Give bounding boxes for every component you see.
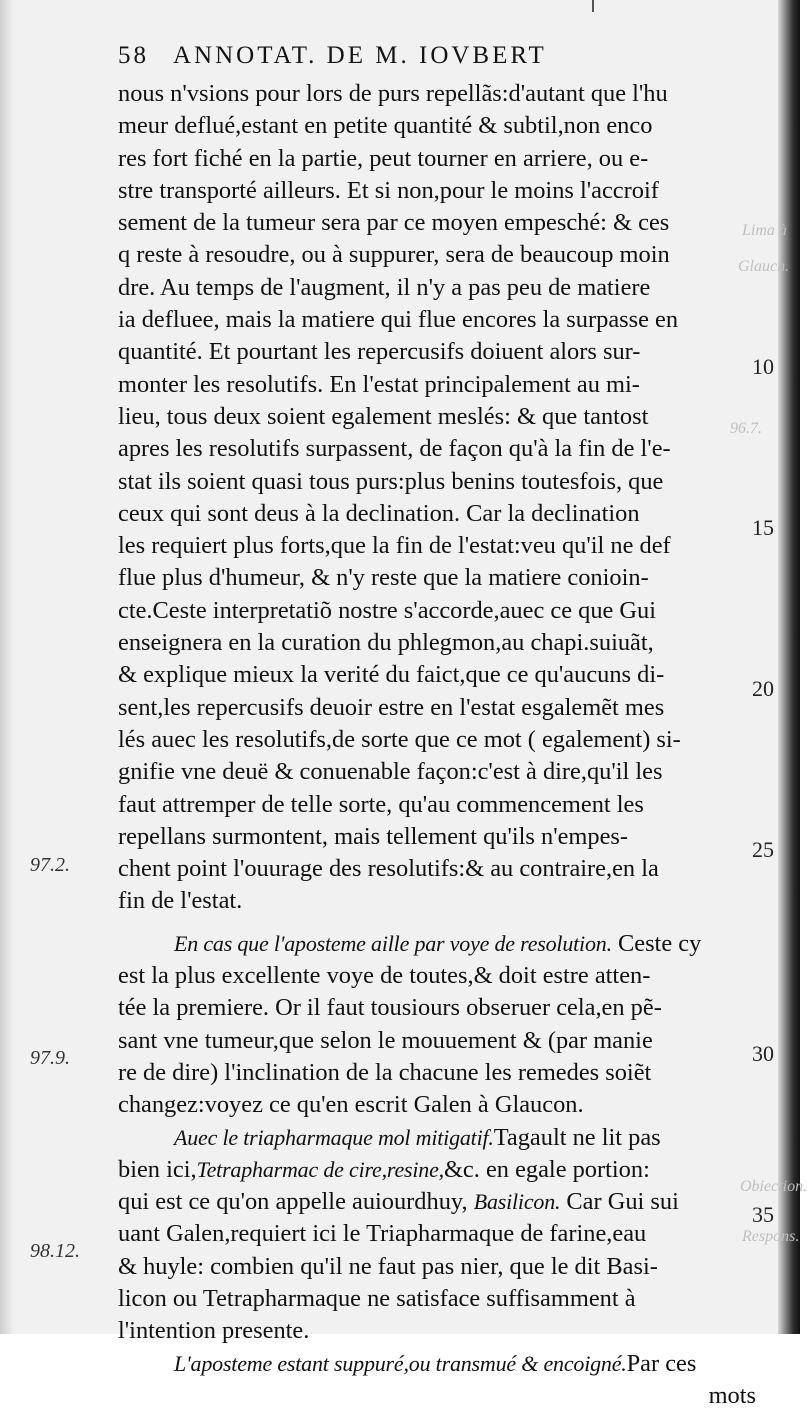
- running-title: ANNOTAT. DE M. IOVBERT: [173, 42, 547, 69]
- show-through-text: Lima à: [742, 222, 787, 239]
- italic-term: Basilicon.: [473, 1189, 561, 1215]
- line-number: 15: [752, 515, 774, 540]
- running-header: [118, 42, 638, 76]
- text-line: [118, 1186, 768, 1218]
- text-line: stre transporté ailleurs. Et si non,pour le moins l'accroif: [118, 176, 659, 204]
- text-line: sant vne tumeur,que selon le mouuement & (par manie: [118, 1026, 653, 1054]
- text-line: licon ou Tetrapharmaque ne satisface suffisamment à: [118, 1284, 636, 1312]
- margin-reference: 98.12.: [30, 1240, 80, 1262]
- text-line: repellans surmontent, mais tellement qu'ils n'empes-: [118, 822, 629, 850]
- show-through-text: 96.7.: [730, 420, 762, 437]
- text-run: Par ces: [626, 1349, 697, 1377]
- text-line: lés auec les resolutifs,de sorte que ce mot ( egalement) si-: [118, 725, 681, 753]
- italic-citation: Tetrapharmac de cire,resine,: [196, 1156, 444, 1182]
- text-line: ia defluee, mais la matiere qui flue encores la surpasse en: [118, 306, 679, 334]
- lemma-line: [118, 1122, 768, 1154]
- paragraph-gap: [118, 918, 768, 928]
- line-number: 30: [752, 1041, 774, 1066]
- text-line: ceux qui sont deus à la declination. Car la declination: [118, 499, 640, 527]
- text-line: quantité. Et pourtant les repercusifs doiuent alors sur-: [118, 338, 641, 366]
- text-line: nous n'vsions pour lors de purs repellãs:d'autant que l'hu: [118, 80, 668, 107]
- line-number: 20: [752, 676, 774, 701]
- text-line: faut attremper de telle sorte, qu'au commencement les: [118, 790, 644, 818]
- margin-reference: 97.9.: [30, 1047, 70, 1069]
- show-through-text: Obiection.: [740, 1178, 807, 1195]
- text-line: uant Galen,requiert ici le Triapharmaque de farine,eau: [118, 1220, 647, 1248]
- show-through-text: Glauch.: [738, 258, 790, 275]
- catchword: mots: [708, 1381, 756, 1409]
- line-number: 35: [752, 1202, 774, 1227]
- text-run: bien ici,: [118, 1155, 197, 1183]
- text-line: lieu, tous deux soient egalement meslés: & que tantost: [118, 402, 649, 430]
- lemma-line: [118, 1348, 768, 1380]
- text-run: Car Gui sui: [560, 1188, 679, 1216]
- text-line: enseignera en la curation du phlegmon,au chapi.suiuãt,: [118, 629, 654, 657]
- text-line: monter les resolutifs. En l'estat principalement au mi-: [118, 370, 640, 398]
- lemma-text: En cas que l'aposteme aille par voye de resolution.: [174, 930, 612, 956]
- text-line: sent,les repercusifs deuoir estre en l'estat esgalemẽt mes: [118, 693, 665, 721]
- text-line: est la plus excellente voye de toutes,& doit estre atten-: [118, 962, 651, 990]
- text-line: fin de l'estat.: [118, 887, 243, 915]
- text-line: [118, 1154, 768, 1186]
- text-line: re de dire) l'inclination de la chacune les remedes soiẽt: [118, 1058, 652, 1086]
- lemma-line: [118, 928, 768, 960]
- text-line: les requiert plus forts,que la fin de l'estat:veu qu'il ne def: [118, 532, 671, 560]
- text-line: dre. Au temps de l'augment, il n'y a pas peu de matiere: [118, 273, 651, 301]
- text-line: flue plus d'humeur, & n'y reste que la matiere conioin-: [118, 564, 649, 592]
- margin-reference: 97.2.: [30, 854, 70, 876]
- page-edge-shadow: [0, 0, 14, 1334]
- book-gutter: [778, 0, 800, 1334]
- text-line: apres les resolutifs surpassent, de façon qu'à la fin de l'e-: [118, 435, 671, 463]
- text-line: tée la premiere. Or il faut tousiours obseruer cela,en pẽ-: [118, 994, 662, 1022]
- lemma-text: Auec le triapharmaque mol mitigatif.: [174, 1124, 494, 1150]
- text-run: Tagault ne lit pas: [493, 1123, 661, 1151]
- page-number: 58: [118, 42, 149, 69]
- text-line: stat ils soient quasi tous purs:plus benins toutesfois, que: [118, 467, 664, 495]
- text-run: &c. en egale portion:: [443, 1155, 650, 1183]
- text-line: cte.Ceste interpretatiõ nostre s'accorde,auec ce que Gui: [118, 596, 657, 624]
- text-line: q reste à resoudre, ou à suppurer, sera de beaucoup moin: [118, 241, 670, 269]
- lemma-text: L'aposteme estant suppuré,ou transmué & encoigné.: [174, 1350, 627, 1376]
- text-line: changez:voyez ce qu'en escrit Galen à Glaucon.: [118, 1091, 584, 1119]
- text-line: gnifie vne deuë & conuenable façon:c'est à dire,qu'il les: [118, 758, 663, 786]
- text-body: [118, 78, 768, 1412]
- line-number: 10: [752, 354, 774, 379]
- text-run: Ceste cy: [611, 929, 702, 957]
- line-number: 25: [752, 837, 774, 862]
- top-mark: [592, 0, 594, 12]
- text-line: chent point l'ouurage des resolutifs:& au contraire,en la: [118, 855, 659, 883]
- text-run: qui est ce qu'on appelle auiourdhuy,: [118, 1188, 474, 1216]
- text-line: meur deflué,estant en petite quantité & subtil,non enco: [118, 112, 653, 140]
- text-line: sement de la tumeur sera par ce moyen empesché: & ces: [118, 209, 670, 237]
- text-line: & explique mieux la verité du faict,que ce qu'aucuns di-: [118, 661, 665, 689]
- show-through-text: Respons.: [742, 1228, 800, 1245]
- text-line: res fort fiché en la partie, peut tourner en arriere, ou e-: [118, 144, 649, 172]
- text-line: l'intention presente.: [118, 1317, 310, 1345]
- text-line: & huyle: combien qu'il ne faut pas nier, que le dit Basi-: [118, 1252, 658, 1280]
